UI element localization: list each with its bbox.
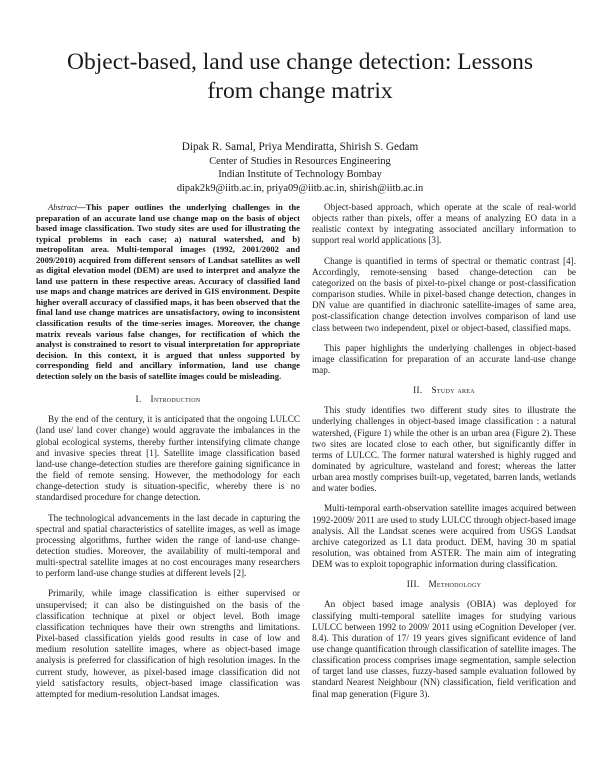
body-paragraph: Multi-temporal earth-observation satellite images acquired between 1992-2009/ 2011 are used to study LULCC through object-based image analysis. All the Landsat scenes were acquired from USGS Landsat archive categorized as L1 data product. DEM, having 30 m spatial resolution, was obtained from ASTER. The main aim of integrating DEM was to exploit topographic information during classification.: [312, 503, 576, 570]
body-paragraph: This study identifies two different study sites to illustrate the underlying challenges in object-based image classification : a natural watershed, (Figure 1) while the other is an urban area (Figure 2). These two sites are located close to each other, but significantly differ in terms of LULCC. The former natural watershed is highly rugged and dominated by agriculture, wasteland and forest; whereas the latter urban area mostly comprises built-up, vegetated, barren lands, wetlands and water bodies.: [312, 405, 576, 494]
section-heading-study-area: [312, 385, 576, 396]
body-paragraph: The technological advancements in the last decade in capturing the spectral and spatial characteristics of satellite images, as well as image processing algorithms, further widen the range of land-use change-detection studies. Moreover, the availability of multi-temporal and multi-spectral satellite images at no cost encourages many researchers to perform land-use change studies at different levels [2].: [36, 512, 300, 579]
body-paragraph: Object-based approach, which operate at the scale of real-world objects rather than pixels, offer a means of analyzing EO data in a realistic context by integrating associated ancillary information to support real world applications [3].: [312, 202, 576, 246]
title-line-2: from change matrix: [207, 78, 393, 104]
section-heading-methodology: [312, 579, 576, 590]
left-column: [36, 202, 300, 709]
body-paragraph: An object based image analysis (OBIA) was deployed for classifying multi-temporal satellite images for studying various LULCC between 1992 to 2009/ 2011 using eCognition Developer (ver. 8.4). This duration of 17/ 19 years gives significant evidence of land use change quantification through classification of satellite images. The classification process comprises image segmentation, sample selection of target land use classes, fuzzy-based sample evaluation followed by standard Nearest Neighbour (NN) classification, field verification and final map generation (Figure 3).: [312, 599, 576, 699]
author-emails: dipak2k9@iitb.ac.in, priya09@iitb.ac.in, shirish@iitb.ac.in: [176, 182, 424, 194]
affiliation-institute: Indian Institute of Technology Bombay: [218, 169, 382, 181]
abstract: [36, 202, 300, 381]
right-column: [312, 202, 576, 709]
section-heading-introduction: [36, 394, 300, 405]
body-paragraph: Primarily, while image classification is either supervised or unsupervised; it can also be distinguished on the basis of the classification technique at pixel or object level. Both image classification techniques have their own strengths and limitations. Pixel-based classification yields good results in case of low and medium resolution satellite images, where as object-based image analysis is preferred for classification of high resolution images. In the current study, however, as pixel-based image classification did not yield satisfactory results, object-based image classification was attempted for medium-resolution Landsat images.: [36, 588, 300, 699]
body-paragraph: This paper highlights the underlying challenges in object-based image classification for preparation of an accurate land-use change map.: [312, 342, 576, 376]
body-paragraph: Change is quantified in terms of spectral or thematic contrast [4]. Accordingly, remote-sensing based change-detection can be categorized on the basis of pixel-to-pixel change or post-classification comparison studies. While in pixel-based change detection, changes in DN value are quantified in diachronic satellite-images of same area, post-classification change detection involves comparison of land use class between two independent, pixel or object-based, classified maps.: [312, 255, 576, 333]
author-names: Dipak R. Samal, Priya Mendiratta, Shirish S. Gedam: [181, 141, 419, 153]
body-paragraph: By the end of the century, it is anticipated that the ongoing LULCC (land use/ land cover change) would aggravate the imbalances in the global ecological systems, thereby further intensifying climate change and invasive species threat [1]. Satellite image classification based land-use change-detection studies are therefore gaining significance in the field of remote sensing. However, the methodology for each change-detection study is situation-specific, whereby there is no standardised procedure for change detection.: [36, 414, 300, 503]
title-line-1: Object-based, land use change detection: Lessons: [67, 49, 533, 75]
author-block: [60, 141, 540, 195]
abstract-label: Abstract: [48, 202, 78, 212]
section-title: Study area: [431, 385, 475, 396]
affiliation-center: Center of Studies in Resources Engineering: [209, 156, 391, 168]
abstract-text: —This paper outlines the underlying challenges in the preparation of an accurate land use change map on the basis of object based image classification. Two study sites are used for illustrating the typical problems in each case; a) natural watershed, and b) metropolitan area. Multi-temporal images (1992, 2001/2002 and 2009/2010) acquired from different sensors of Landsat satellites as well as digital elevation model (DEM) are used to interpret and analyze the land use pattern in these respective areas. Accuracy of classified land use maps and change matrices are derived in GIS environment. Despite higher overall accuracy of classified maps, it has been observed that the final land use change matrices are unsatisfactory, owing to inconsistent classification results of the time-series images. Moreover, the change matrix reveals various false changes, for rectification of which the analyst is constrained to resort to visual interpretation for appropriate decision. In this context, it is argued that unless supported by corresponding field and ancillary information, land use change detection solely on the basis of satellite images could be misleading.: [36, 202, 300, 381]
section-number: III.: [406, 579, 420, 590]
section-number: II.: [413, 385, 423, 396]
section-number: I.: [135, 394, 142, 405]
paper-title: [40, 48, 560, 106]
section-title: Introduction: [150, 394, 201, 405]
section-title: Methodology: [428, 579, 482, 590]
